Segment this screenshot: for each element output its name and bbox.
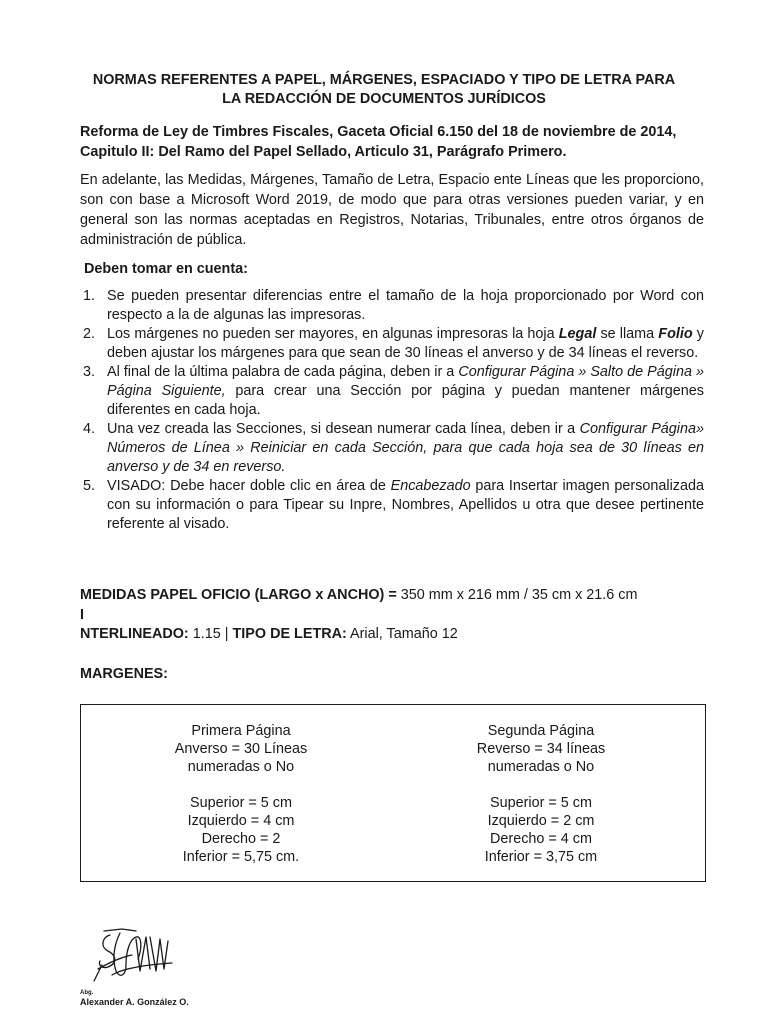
document-title: [60, 71, 708, 109]
margin-line: Derecho = 4 cm: [490, 831, 592, 847]
list-item-number: 5.: [83, 478, 96, 494]
list-item-text: Se pueden presentar diferencias entre el tamaño de la hoja proporcionado por Word con respecto a la de algunas las impresoras.: [107, 288, 704, 323]
considerations-heading: Deben tomar en cuenta:: [84, 261, 248, 277]
first-page-margins: [91, 722, 391, 866]
list-item: [80, 420, 704, 477]
list-item-text: Al final de la última palabra de cada página, deben ir a: [107, 364, 459, 380]
list-item-text: para crear una Sección por página y puedan mantener márgenes diferentes en cada hoja.: [107, 383, 704, 418]
paper-size-line: [80, 586, 708, 605]
list-item-number: 1.: [83, 288, 96, 304]
handwritten-signature: [92, 925, 188, 989]
stray-i: I: [80, 607, 84, 623]
folio-term: Folio: [658, 326, 693, 342]
margin-line: Segunda Página: [487, 723, 595, 739]
stray-letter: [80, 606, 708, 625]
signature-caption: [80, 990, 189, 1007]
spacing-line: [80, 625, 708, 644]
margins-heading: [80, 665, 708, 684]
list-item-text: y deben ajustar los márgenes para que sean de 30 líneas el anverso y de 34 líneas el reverso.: [107, 326, 704, 361]
list-item-text: Los márgenes no pueden ser mayores, en algunas impresoras la hoja: [107, 326, 559, 342]
margin-line: Reverso = 34 líneas: [476, 741, 606, 757]
margin-line: Izquierdo = 2 cm: [487, 813, 595, 829]
header-term: Encabezado: [390, 478, 471, 494]
title-line-2: LA REDACCIÓN DE DOCUMENTOS JURÍDICOS: [222, 91, 546, 107]
margin-spacer: [391, 776, 691, 794]
margin-line: Inferior = 5,75 cm.: [182, 849, 300, 865]
list-item: [80, 287, 704, 325]
list-item-text: se llama: [596, 326, 659, 342]
margin-line: Anverso = 30 Líneas: [174, 741, 308, 757]
paper-size-value: 350 mm x 216 mm / 35 cm x 21.6 cm: [396, 587, 638, 603]
margin-spacer: [91, 776, 391, 794]
paper-size-label: MEDIDAS PAPEL OFICIO (LARGO x ANCHO) =: [80, 587, 397, 603]
spacing-label: NTERLINEADO:: [80, 626, 189, 642]
margin-line: numeradas o No: [487, 759, 595, 775]
menu-path: Configurar Página» Números de Línea » Reiniciar en cada Sección, para que cada hoja sea de 30 líneas en anverso y de 34 en reverso.: [107, 421, 705, 475]
second-page-margins: [391, 722, 691, 866]
list-item: [80, 325, 704, 363]
list-item-number: 4.: [83, 421, 96, 437]
margin-line: Izquierdo = 4 cm: [187, 813, 295, 829]
legal-reference: Reforma de Ley de Timbres Fiscales, Gaceta Oficial 6.150 del 18 de noviembre de 2014, Capitulo II: Del Ramo del Papel Sellado, Articulo 31, Parágrafo Primero.: [80, 124, 677, 160]
margin-line: numeradas o No: [187, 759, 295, 775]
signature-prefix: Abg.: [80, 990, 94, 996]
spacing-value: 1.15 |: [188, 626, 233, 642]
font-label: TIPO DE LETRA:: [232, 626, 347, 642]
margin-line: Superior = 5 cm: [490, 795, 592, 811]
margin-line: Derecho = 2: [201, 831, 281, 847]
list-item-text: para Insertar imagen personalizada con su información o para Tipear su Inpre, Nombres, Apellidos u otra que desee pertinente referente al visado.: [107, 478, 704, 532]
font-value: Arial, Tamaño 12: [346, 626, 458, 642]
legal-term: Legal: [558, 326, 597, 342]
signature-name: Alexander A. González O.: [80, 997, 189, 1007]
list-item: [80, 477, 704, 534]
intro-paragraph: En adelante, las Medidas, Márgenes, Tamaño de Letra, Espacio ente Líneas que les proporciono, son con base a Microsoft Word 2019, de modo que para otras versiones pueden variar, y en general son las normas aceptadas en Registros, Notarias, Tribunales, entre otros órganos de administración de pública.: [80, 172, 704, 248]
list-item-number: 3.: [83, 364, 96, 380]
title-line-1: NORMAS REFERENTES A PAPEL, MÁRGENES, ESPACIADO Y TIPO DE LETRA PARA: [92, 72, 676, 88]
list-item: [80, 363, 704, 420]
considerations-list: [80, 287, 704, 534]
margin-line: Inferior = 3,75 cm: [484, 849, 598, 865]
list-item-text: Una vez creada las Secciones, si desean numerar cada línea, deben ir a: [107, 421, 580, 437]
list-item-number: 2.: [83, 326, 96, 342]
list-item-text: VISADO: Debe hacer doble clic en área de: [107, 478, 391, 494]
margins-table: [80, 704, 706, 882]
margin-line: Primera Página: [191, 723, 291, 739]
margins-heading-text: MARGENES:: [80, 666, 168, 682]
menu-path: Configurar Página » Salto de Página » Página Siguiente,: [107, 364, 704, 399]
margin-line: Superior = 5 cm: [190, 795, 292, 811]
